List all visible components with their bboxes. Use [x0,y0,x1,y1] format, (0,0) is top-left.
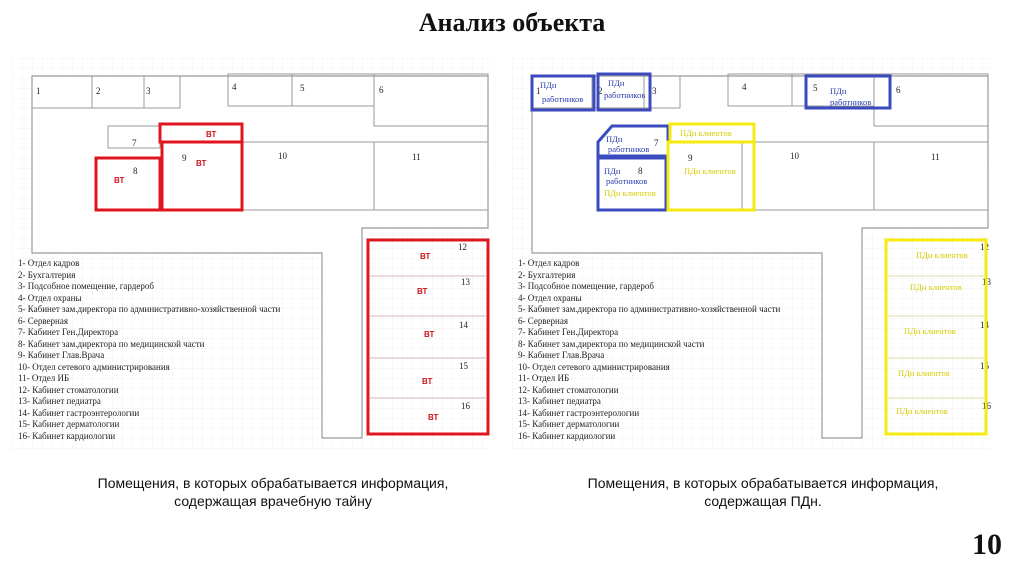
room-7-number: 7 [132,138,137,148]
legend-item: 1- Отдел кадров [518,258,580,268]
pdn-client-label: ПДн клиентов [910,282,962,292]
room-2-number: 2 [598,86,603,96]
room-8-number: 8 [638,166,643,176]
legend-item: 6- Серверная [18,315,68,326]
vt-label: ВТ [424,330,435,339]
caption-pdn [528,474,998,510]
caption-line: Помещения, в которых обрабатывается информация, [587,475,939,491]
room-7-number: 7 [654,138,659,148]
pdn-client-label: ПДн клиентов [916,250,968,260]
room-15-number: 15 [980,361,989,371]
room-13-number: 13 [982,277,991,287]
pdn-client-label: ПДн клиентов [904,326,956,336]
floor-plan-pdn [512,58,990,450]
room-14-number: 14 [980,320,989,330]
room-10-number: 10 [278,151,287,161]
legend-item: 8- Кабинет зам.директора по медицинской части [18,338,205,349]
room-11-number: 11 [412,152,421,162]
room-16-number: 16 [461,401,470,411]
vt-label: ВТ [114,176,125,185]
room-12-number: 12 [980,242,989,252]
room-16-number: 16 [982,401,991,411]
vt-label: ВТ [206,130,217,139]
room-2-number: 2 [96,86,101,96]
room-13-number: 13 [461,277,470,287]
legend-item: 11- Отдел ИБ [518,373,570,383]
legend-item: 12- Кабинет стоматологии [518,384,619,395]
pdn-staff-label: работников [604,90,646,100]
legend-item: 15- Кабинет дерматологии [518,419,620,429]
legend-item: 16- Кабинет кардиологии [518,430,616,441]
legend-item: 3- Подсобное помещение, гардероб [18,281,154,291]
legend-item: 14- Кабинет гастроэнтерологии [518,407,640,418]
pdn-staff-label: работников [606,176,648,186]
room-10-number: 10 [790,151,799,161]
legend-item: 7- Кабинет Ген.Директора [518,327,619,337]
legend-item: 10- Отдел сетевого администрирования [518,361,670,372]
slide-title: Анализ объекта [418,8,606,37]
room-6-number: 6 [379,85,384,95]
legend-item: 14- Кабинет гастроэнтерологии [18,407,140,418]
page-number: 10 [972,528,1002,561]
legend-item: 7- Кабинет Ген.Директора [18,327,119,337]
vt-label: ВТ [422,377,433,386]
pdn-staff-label: ПДн [830,86,847,96]
floor-plan-vt [12,58,490,450]
caption-line: содержащая врачебную тайну [174,493,372,509]
pdn-client-label: ПДн клиентов [896,406,948,416]
vt-label: ВТ [420,252,431,261]
legend-item: 6- Серверная [518,315,568,326]
pdn-staff-label: работников [830,97,872,107]
legend-item: 12- Кабинет стоматологии [18,384,119,395]
room-5-number: 5 [813,83,818,93]
room-legend [518,258,780,442]
pdn-client-label: ПДн клиентов [684,166,736,176]
vt-label: ВТ [428,413,439,422]
room-legend [18,258,280,442]
vt-label: ВТ [417,287,428,296]
pdn-staff-label: работников [608,144,650,154]
room-11-number: 11 [931,152,940,162]
room-3-number: 3 [146,86,151,96]
caption-line: Помещения, в которых обрабатывается информация, [97,475,449,491]
pdn-staff-label: работников [542,94,584,104]
pdn-staff-label: ПДн [606,134,623,144]
legend-item: 9- Кабинет Глав.Врача [18,350,105,360]
legend-item: 1- Отдел кадров [18,258,80,268]
pdn-client-label: ПДн клиентов [604,188,656,198]
legend-item: 11- Отдел ИБ [18,373,70,383]
caption-vt [38,474,508,510]
pdn-staff-label: ПДн [608,78,625,88]
pdn-staff-label: ПДн [540,80,557,90]
legend-item: 8- Кабинет зам.директора по медицинской части [518,338,705,349]
room-9-number: 9 [182,153,187,163]
legend-item: 13- Кабинет педиатра [18,396,101,406]
vt-label: ВТ [196,159,207,168]
room-1-number: 1 [36,86,41,96]
room-12-number: 12 [458,242,467,252]
legend-item: 2- Бухгалтерия [18,269,76,280]
caption-line: содержащая ПДн. [704,493,822,509]
legend-item: 4- Отдел охраны [518,292,582,303]
legend-item: 9- Кабинет Глав.Врача [518,350,605,360]
room-9-number: 9 [688,153,693,163]
legend-item: 3- Подсобное помещение, гардероб [518,281,654,291]
legend-item: 16- Кабинет кардиологии [18,430,116,441]
room-3-number: 3 [652,86,657,96]
legend-item: 13- Кабинет педиатра [518,396,601,406]
pdn-client-label: ПДн клиентов [898,368,950,378]
room-8-number: 8 [133,166,138,176]
legend-item: 5- Кабинет зам.директора по административно-хозяйственной части [18,304,281,314]
room-15-number: 15 [459,361,468,371]
legend-item: 5- Кабинет зам.директора по административно-хозяйственной части [518,304,781,314]
room-1-number: 1 [536,86,541,96]
room-14-number: 14 [459,320,468,330]
pdn-staff-label: ПДн [604,166,621,176]
legend-item: 10- Отдел сетевого администрирования [18,361,170,372]
legend-item: 2- Бухгалтерия [518,269,576,280]
pdn-client-label: ПДн клиентов [680,128,732,138]
room-4-number: 4 [232,82,237,92]
legend-item: 4- Отдел охраны [18,292,82,303]
room-5-number: 5 [300,83,305,93]
room-6-number: 6 [896,85,901,95]
legend-item: 15- Кабинет дерматологии [18,419,120,429]
room-4-number: 4 [742,82,747,92]
